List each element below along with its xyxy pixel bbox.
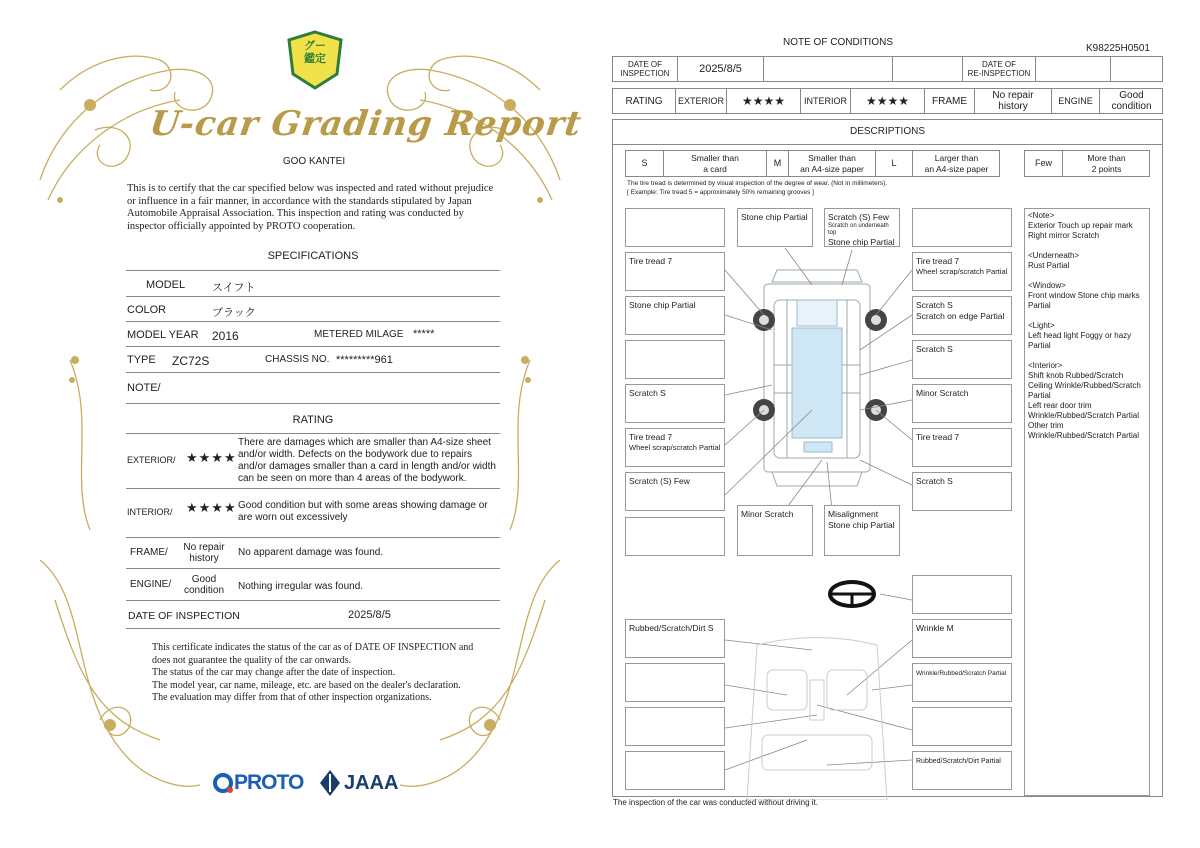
exterior-stars-r: ★★★★: [727, 89, 801, 113]
noc-footer: The inspection of the car was conducted without driving it.: [613, 798, 818, 807]
box-wrinkle-m: Wrinkle M: [912, 619, 1012, 658]
box-wrinkle-partial: Wrinkle/Rubbed/Scratch Partial: [912, 663, 1012, 702]
box-tire-rf: Tire tread 7 Wheel scrap/scratch Partial: [912, 252, 1012, 291]
frame-label: FRAME/: [130, 547, 168, 558]
dates-row: [612, 56, 1163, 82]
tire-note-2: [ Example: Tire tread 5 = approximately 50% remaining grooves ]: [627, 189, 814, 196]
box-scratch-s-r1: Scratch S Scratch on edge Partial: [912, 296, 1012, 335]
cert-intro: This is to certify that the car specified below was inspected and rated without prejudice or influence in a fair manner, in accordance with the standards stipulated by Japan Automobile Appraisal Association. This inspection and rating was conducted by inspector officially appointed by PROTO cooperation.: [127, 183, 494, 232]
box-stone-chip-top: Stone chip Partial: [737, 208, 813, 247]
interior-stars: ★★★★: [186, 500, 237, 515]
badge-text: グー 鑑定: [304, 40, 326, 65]
spec-heading: SPECIFICATIONS: [267, 250, 359, 262]
chassis-value: *********961: [336, 354, 393, 366]
box-empty-steering: [912, 575, 1012, 614]
box-tire-rr: Tire tread 7: [912, 428, 1012, 467]
proto-mark-icon: [212, 772, 234, 794]
cert-footer-text: This certificate indicates the status of the car as of DATE OF INSPECTION and does not guarantee the quality of the car onwards. The status of the car may change after the date of inspection. The model year, car name, mileage, etc. are based on the dealer's declaration. The evaluation may differ from that of other inspection organizations.: [152, 642, 474, 703]
box-scratch-few-top: Scratch (S) Few Scratch on underneath top Stone chip Partial: [824, 208, 900, 247]
exterior-desc: There are damages which are smaller than A4-size sheet and/or width. Defects on the bodywork due to repairs and/or damages smaller than a card in length and/or width can be seen on more than 4 areas of the bodywork.: [238, 437, 496, 484]
noc-title: NOTE OF CONDITIONS: [783, 37, 893, 48]
color-label: COLOR: [127, 304, 167, 316]
box-tire-lr: Tire tread 7 Wheel scrap/scratch Partial: [625, 428, 725, 467]
model-value: スイフト: [212, 282, 256, 294]
box-scratch-s-r2: Scratch S: [912, 340, 1012, 379]
model-label: MODEL: [146, 279, 186, 291]
frame-value: No repair history: [183, 542, 225, 564]
box-scratch-s-l: Scratch S: [625, 384, 725, 423]
cert-title: U-car Grading Report: [147, 104, 585, 144]
engine-value-r: Good condition: [1111, 90, 1152, 112]
interior-label: INTERIOR/: [127, 507, 173, 517]
box-empty-3: [625, 340, 725, 379]
goo-kantei-badge: [287, 30, 343, 90]
box-empty-2: [912, 208, 1012, 247]
descriptions-heading: DESCRIPTIONS: [612, 119, 1163, 145]
interior-desc: Good condition but with some areas showing damage or are worn out excessively: [238, 500, 488, 523]
interior-stars-r: ★★★★: [851, 89, 925, 113]
year-label: MODEL YEAR: [127, 329, 199, 341]
box-empty-4: [625, 517, 725, 556]
date-value: 2025/8/5: [348, 609, 391, 621]
exterior-stars: ★★★★: [186, 450, 237, 465]
engine-value: Good condition: [183, 574, 225, 596]
engine-label: ENGINE/: [130, 579, 172, 590]
box-empty-1: [625, 208, 725, 247]
mileage-value: *****: [413, 328, 435, 340]
noc-ref: K98225H0501: [1086, 43, 1150, 54]
cert-subtitle: GOO KANTEI: [282, 156, 346, 167]
jaaa-mark-icon: [320, 770, 340, 796]
type-label: TYPE: [127, 354, 156, 366]
mileage-label: METERED MILAGE: [314, 329, 404, 340]
box-empty-8: [625, 751, 725, 790]
size-legend: S Smaller than a card M Smaller than an A4-size paper L Larger than an A4-size paper: [625, 150, 1000, 177]
rating-row: [612, 88, 1163, 114]
condition-notes: [1024, 208, 1150, 796]
year-value: 2016: [212, 329, 239, 343]
chassis-label: CHASSIS NO.: [265, 354, 330, 365]
color-value: ブラック: [212, 307, 256, 319]
rating-heading: RATING: [292, 414, 334, 426]
box-misalignment: Misalignment Stone chip Partial: [824, 505, 900, 556]
few-legend: Few More than 2 points: [1024, 150, 1150, 177]
box-rubbed-r: Rubbed/Scratch/Dirt Partial: [912, 751, 1012, 790]
box-scratch-few-l: Scratch (S) Few: [625, 472, 725, 511]
frame-desc: No apparent damage was found.: [238, 547, 384, 558]
notes-text: <Note> Exterior Touch up repair mark Right mirror Scratch <Underneath> Rust Partial <Window> Front window Stone chip marks Partial <Light> Left head light Foggy or hazy Partial <Interior> Shift knob Rubbed/Scratch Ceiling Wrinkle/Rubbed/Scratch Partial Left rear door trim Wrinkle/Rubbed/Scratch Partial Other trim Wrinkle/Rubbed/Scratch Partial: [1028, 211, 1141, 440]
glass-area: [792, 328, 842, 438]
frame-label-r: FRAME: [925, 89, 975, 113]
interior-label-r: INTERIOR: [801, 89, 851, 113]
note-label: NOTE/: [127, 382, 161, 394]
reinsp-label: DATE OF RE-INSPECTION: [963, 57, 1036, 81]
frame-value-r: No repair history: [975, 89, 1052, 113]
doi-label: DATE OF INSPECTION: [613, 57, 678, 81]
doi-value: 2025/8/5: [678, 57, 764, 81]
proto-text: PROTO: [234, 771, 304, 794]
interior-diagram: [747, 638, 887, 801]
jaaa-logo: [320, 770, 400, 796]
box-rubbed-l: Rubbed/Scratch/Dirt S: [625, 619, 725, 658]
type-value: ZC72S: [172, 354, 210, 368]
box-empty-6: [625, 707, 725, 746]
tire-note-1: The tire tread is determined by visual inspection of the degree of wear. (Not in millimeters).: [627, 180, 888, 187]
box-scratch-s-r3: Scratch S: [912, 472, 1012, 511]
box-minor-scratch-r: Minor Scratch: [912, 384, 1012, 423]
box-stone-chip-left: Stone chip Partial: [625, 296, 725, 335]
box-empty-7: [912, 707, 1012, 746]
exterior-label: EXTERIOR/: [127, 455, 176, 465]
engine-desc: Nothing irregular was found.: [238, 581, 364, 592]
date-label: DATE OF INSPECTION: [128, 610, 240, 622]
jaaa-text: JAAA: [344, 772, 399, 794]
box-empty-5: [625, 663, 725, 702]
proto-logo: [212, 770, 312, 796]
engine-label-r: ENGINE: [1052, 89, 1100, 113]
box-tire-lf: Tire tread 7: [625, 252, 725, 291]
steering-wheel-icon: [830, 582, 874, 606]
box-minor-scratch-b: Minor Scratch: [737, 505, 813, 556]
exterior-label-r: EXTERIOR: [676, 89, 727, 113]
rating-label: RATING: [613, 89, 676, 113]
